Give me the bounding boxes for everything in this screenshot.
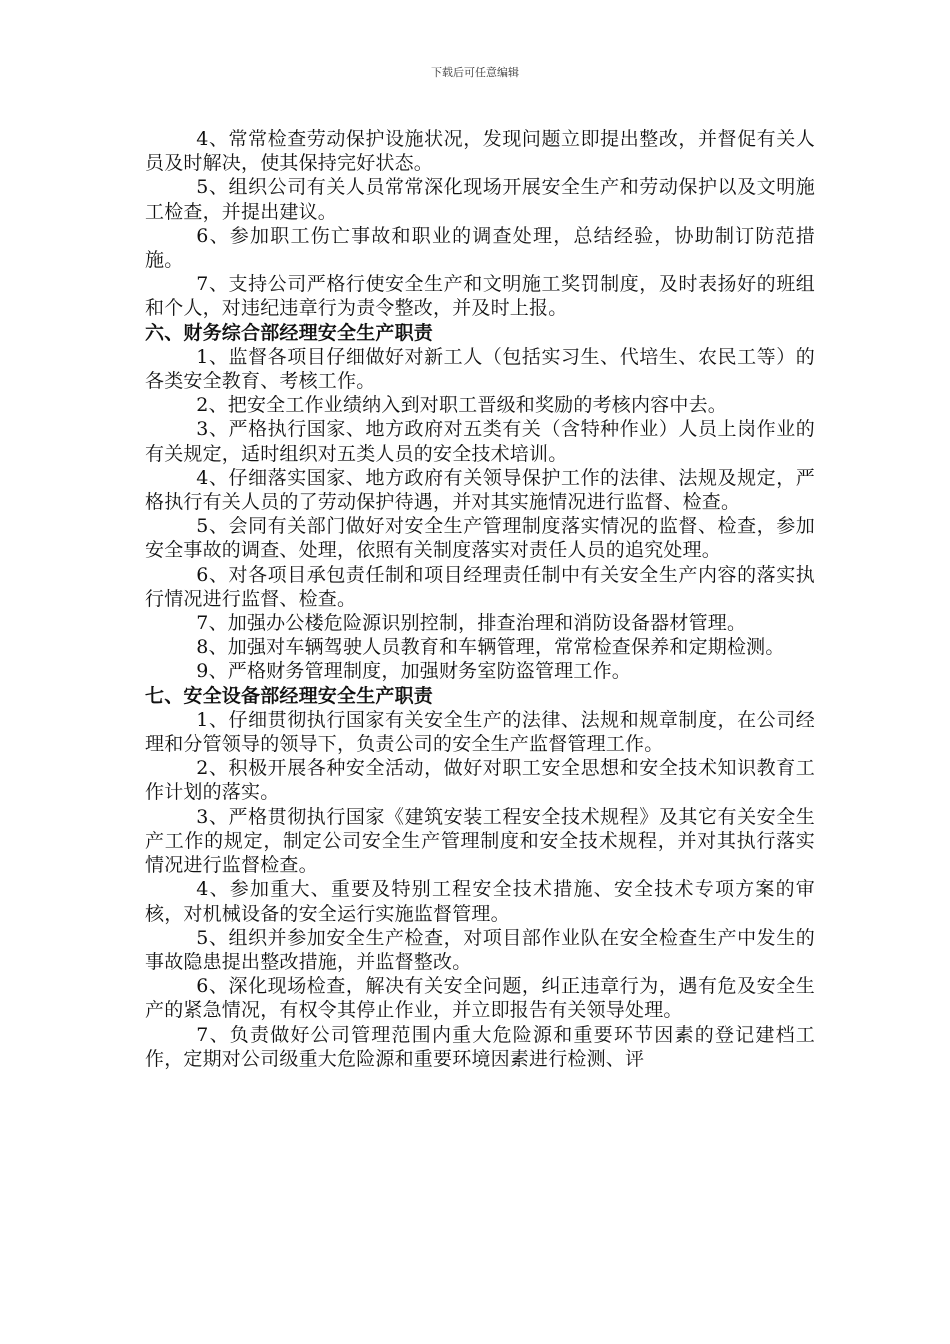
paragraph: 3、严格贯彻执行国家《建筑安装工程安全技术规程》及其它有关安全生产工作的规定，制定公司安全生产管理制度和安全技术规程，并对其执行落实情况进行监督检查。 — [145, 805, 815, 877]
section-heading: 六、财务综合部经理安全生产职责 — [145, 321, 434, 344]
paragraph: 9、严格财务管理制度，加强财务室防盗管理工作。 — [196, 660, 631, 683]
paragraph: 6、对各项目承包责任制和项目经理责任制中有关安全生产内容的落实执行情况进行监督、检查。 — [145, 563, 815, 610]
paragraph: 5、组织公司有关人员常常深化现场开展安全生产和劳动保护以及文明施工检查，并提出建议。 — [145, 176, 815, 223]
section-heading: 七、安全设备部经理安全生产职责 — [145, 684, 434, 707]
paragraph: 5、会同有关部门做好对安全生产管理制度落实情况的监督、检查，参加安全事故的调查、处理，依照有关制度落实对责任人员的追究处理。 — [145, 515, 815, 562]
paragraph: 7、支持公司严格行使安全生产和文明施工奖罚制度，及时表扬好的班组和个人，对违纪违章行为责令整改，并及时上报。 — [145, 273, 815, 320]
paragraph: 8、加强对车辆驾驶人员教育和车辆管理，常常检查保养和定期检测。 — [196, 636, 785, 659]
paragraph: 5、组织并参加安全生产检查，对项目部作业队在安全检查生产中发生的事故隐患提出整改措施，并监督整改。 — [145, 926, 815, 973]
paragraph: 2、把安全工作业绩纳入到对职工晋级和奖励的考核内容中去。 — [196, 394, 727, 417]
paragraph: 2、积极开展各种安全活动，做好对职工安全思想和安全技术知识教育工作计划的落实。 — [145, 757, 815, 804]
paragraph: 3、严格执行国家、地方政府对五类有关（含特种作业）人员上岗作业的有关规定，适时组织对五类人员的安全技术培训。 — [145, 418, 815, 465]
document-body — [145, 127, 815, 1071]
paragraph: 6、深化现场检查，解决有关安全问题，纠正违章行为，遇有危及安全生产的紧急情况，有权令其停止作业，并立即报告有关领导处理。 — [145, 975, 815, 1022]
paragraph: 4、常常检查劳动保护设施状况，发现问题立即提出整改，并督促有关人员及时解决，使其保持完好状态。 — [145, 128, 815, 175]
paragraph: 4、参加重大、重要及特别工程安全技术措施、安全技术专项方案的审核，对机械设备的安全运行实施监督管理。 — [145, 878, 815, 925]
paragraph: 1、监督各项目仔细做好对新工人（包括实习生、代培生、农民工等）的各类安全教育、考核工作。 — [145, 345, 815, 393]
paragraph: 7、加强办公楼危险源识别控制，排查治理和消防设备器材管理。 — [196, 612, 747, 635]
page-header: 下载后可任意编辑 — [431, 66, 519, 79]
paragraph: 6、参加职工伤亡事故和职业的调查处理，总结经验，协助制订防范措施。 — [145, 224, 815, 272]
paragraph: 4、仔细落实国家、地方政府有关领导保护工作的法律、法规及规定，严格执行有关人员的了劳动保护待遇，并对其实施情况进行监督、检查。 — [145, 466, 815, 514]
paragraph: 7、负责做好公司管理范围内重大危险源和重要环节因素的登记建档工作，定期对公司级重大危险源和重要环境因素进行检测、评 — [145, 1023, 815, 1070]
paragraph: 1、仔细贯彻执行国家有关安全生产的法律、法规和规章制度，在公司经理和分管领导的领导下，负责公司的安全生产监督管理工作。 — [145, 708, 815, 756]
